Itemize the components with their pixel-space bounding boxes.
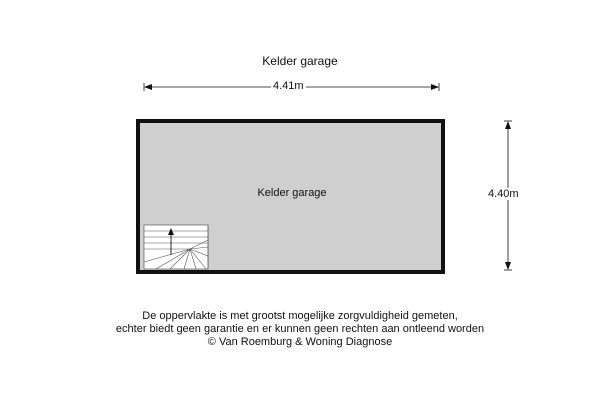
floor-title: Kelder garage [262,54,338,68]
copyright-line: © Van Roemburg & Woning Diagnose [207,336,393,348]
disclaimer-line-1: De oppervlakte is met grootst mogelijke zorgvuldigheid gemeten, [142,310,458,322]
disclaimer-line-2: echter biedt geen garantie en er kunnen geen rechten aan ontleend worden [115,323,485,335]
disclaimer [0,310,600,349]
width-dimension-label: 4.41m [273,80,304,92]
height-dimension-label: 4.40m [488,188,519,200]
staircase [144,225,208,269]
room-label: Kelder garage [257,187,327,199]
